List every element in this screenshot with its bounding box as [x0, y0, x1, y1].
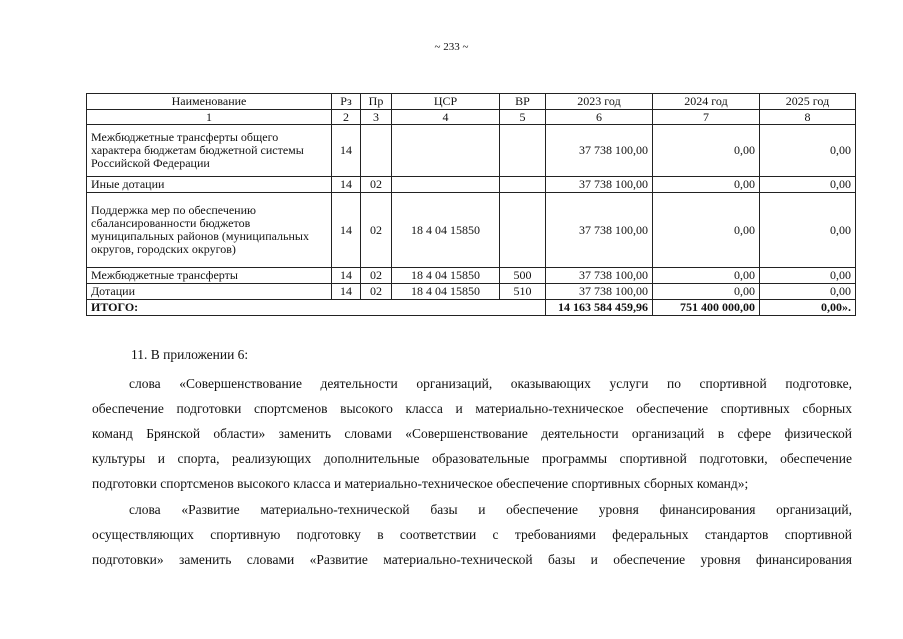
- row-name: Межбюджетные трансферты: [87, 268, 332, 284]
- row-pr: 02: [361, 284, 392, 300]
- row-2024: 0,00: [653, 268, 760, 284]
- header-csr: ЦСР: [392, 94, 500, 110]
- text-line: подготовки» заменить словами «Развитие материально-технической базы и обеспечение уровня финансирования: [92, 552, 852, 567]
- row-2025: 0,00: [760, 193, 856, 268]
- header-rz: Рз: [332, 94, 361, 110]
- colnum-5: 5: [500, 110, 546, 125]
- header-2024: 2024 год: [653, 94, 760, 110]
- header-vr: ВР: [500, 94, 546, 110]
- row-2025: 0,00: [760, 268, 856, 284]
- row-csr: 18 4 04 15850: [392, 268, 500, 284]
- text-line: слова «Совершенствование деятельности организаций, оказывающих услуги по спортивной подготовке,: [129, 376, 852, 391]
- row-name: Дотации: [87, 284, 332, 300]
- table-row: [87, 193, 856, 268]
- row-rz: 14: [332, 268, 361, 284]
- colnum-2: 2: [332, 110, 361, 125]
- row-csr: 18 4 04 15850: [392, 193, 500, 268]
- text-line: культуры и спорта, реализующих дополнительные образовательные программы спортивной подготовки, обеспечение: [92, 451, 852, 466]
- colnum-4: 4: [392, 110, 500, 125]
- header-name: Наименование: [87, 94, 332, 110]
- table-row: [87, 177, 856, 193]
- row-name: Поддержка мер по обеспечению сбалансированности бюджетов муниципальных районов (муниципальных округов, городских округов): [87, 193, 332, 268]
- row-name: Иные дотации: [87, 177, 332, 193]
- row-csr: [392, 177, 500, 193]
- column-number-row: [87, 110, 856, 125]
- row-vr: 510: [500, 284, 546, 300]
- table-row: [87, 268, 856, 284]
- row-2024: 0,00: [653, 284, 760, 300]
- colnum-1: 1: [87, 110, 332, 125]
- colnum-3: 3: [361, 110, 392, 125]
- total-label: ИТОГО:: [87, 300, 546, 316]
- colnum-7: 7: [653, 110, 760, 125]
- row-pr: 02: [361, 193, 392, 268]
- row-csr: 18 4 04 15850: [392, 284, 500, 300]
- row-2024: 0,00: [653, 125, 760, 177]
- table-header-row: [87, 94, 856, 110]
- header-pr: Пр: [361, 94, 392, 110]
- table-row: [87, 125, 856, 177]
- header-2023: 2023 год: [546, 94, 653, 110]
- text-line: обеспечение подготовки спортсменов высокого класса и материально-техническое обеспечение спортивных сборных: [92, 401, 852, 416]
- row-name: Межбюджетные трансферты общего характера бюджетам бюджетной системы Российской Федерации: [87, 125, 332, 177]
- row-csr: [392, 125, 500, 177]
- total-2024: 751 400 000,00: [653, 300, 760, 316]
- row-vr: [500, 125, 546, 177]
- text-line: осуществляющих спортивную подготовку в соответствии с требованиями федеральных стандартов спортивной: [92, 527, 852, 542]
- row-2025: 0,00: [760, 177, 856, 193]
- row-2023: 37 738 100,00: [546, 177, 653, 193]
- row-rz: 14: [332, 177, 361, 193]
- row-2023: 37 738 100,00: [546, 284, 653, 300]
- row-2023: 37 738 100,00: [546, 193, 653, 268]
- text-line: подготовки спортсменов высокого класса и материально-техническое обеспечение спортивных сборных команд»;: [92, 476, 749, 491]
- row-2025: 0,00: [760, 284, 856, 300]
- colnum-8: 8: [760, 110, 856, 125]
- row-2023: 37 738 100,00: [546, 268, 653, 284]
- row-2025: 0,00: [760, 125, 856, 177]
- header-2025: 2025 год: [760, 94, 856, 110]
- total-2025: 0,00».: [760, 300, 856, 316]
- item-heading: 11. В приложении 6:: [131, 347, 249, 362]
- row-2024: 0,00: [653, 177, 760, 193]
- row-rz: 14: [332, 125, 361, 177]
- page-number: ~ 233 ~: [434, 41, 469, 53]
- row-vr: [500, 193, 546, 268]
- row-vr: 500: [500, 268, 546, 284]
- row-2023: 37 738 100,00: [546, 125, 653, 177]
- row-2024: 0,00: [653, 193, 760, 268]
- table-row: [87, 284, 856, 300]
- row-pr: 02: [361, 177, 392, 193]
- colnum-6: 6: [546, 110, 653, 125]
- row-rz: 14: [332, 193, 361, 268]
- total-row: [87, 300, 856, 316]
- row-vr: [500, 177, 546, 193]
- row-rz: 14: [332, 284, 361, 300]
- text-line: команд Брянской области» заменить словами «Совершенствование деятельности организаций в сфере физической: [92, 426, 852, 441]
- budget-table: [86, 93, 856, 316]
- text-line: слова «Развитие материально-технической базы и обеспечение уровня финансирования организаций,: [129, 502, 852, 517]
- row-pr: 02: [361, 268, 392, 284]
- row-pr: [361, 125, 392, 177]
- total-2023: 14 163 584 459,96: [546, 300, 653, 316]
